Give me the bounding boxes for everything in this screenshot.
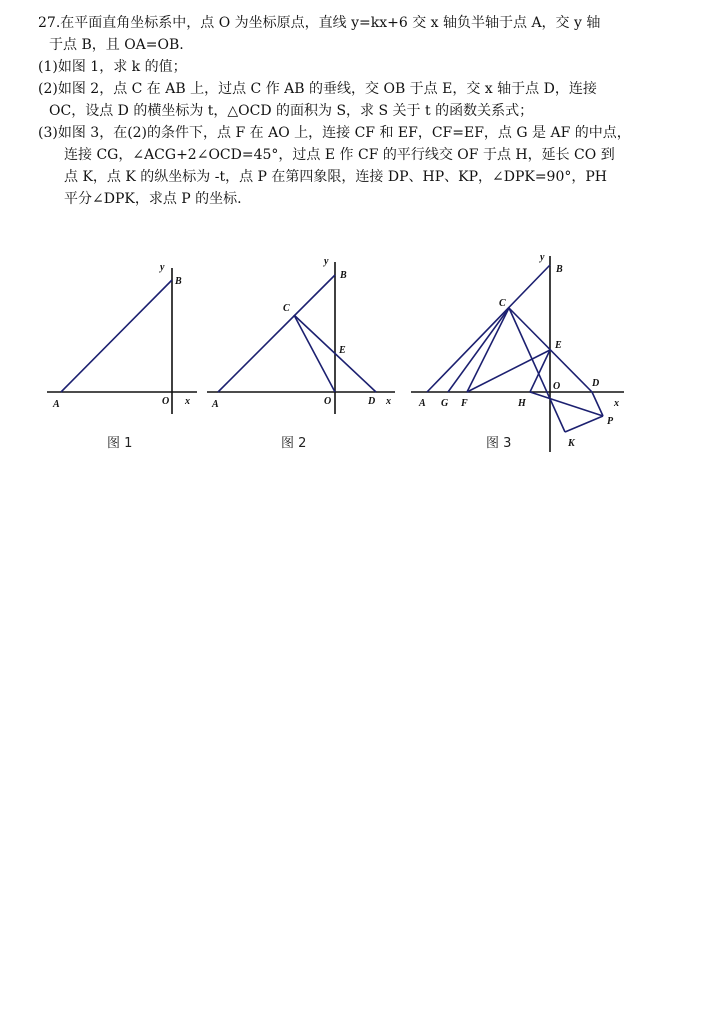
figure-1 [47,262,197,451]
problem-line-2: 于点 B，且 OA=OB. [49,37,184,53]
fig2-line-ab [218,275,335,392]
fig1-label-x: x [185,396,190,407]
fig3-label-c: C [499,298,506,309]
fig3-label-d: D [592,378,600,389]
fig1-line-ab [61,280,172,392]
problem-line-7: 连接 CG，∠ACG+2∠OCD=45°，过点 E 作 CF 的平行线交 OF 于点 H，延长 CO 到 [64,147,615,163]
fig3-label-y: y [540,252,545,263]
fig1-label-o: O [162,396,170,407]
fig2-label-y: y [324,256,329,267]
fig3-label-f: F [461,398,468,409]
fig3-label-k: K [568,438,575,449]
problem-line-4: (2)如图 2，点 C 在 AB 上，过点 C 作 AB 的垂线，交 OB 于点 E，交 x 轴于点 D，连接 [38,81,597,97]
problem-line-9: 平分∠DPK，求点 P 的坐标. [64,191,242,207]
fig3-line-cg [448,308,509,392]
fig3-caption: 图 3 [486,436,512,451]
fig2-label-c: C [283,303,290,314]
fig2-label-e: E [339,345,346,356]
fig3-line-cf [467,308,509,392]
problem-line-1: 27.在平面直角坐标系中，点 O 为坐标原点，直线 y=kx+6 交 x 轴负半轴于点 A，交 y 轴 [38,15,601,31]
fig3-label-a: A [419,398,426,409]
fig3-line-eh [530,350,550,392]
figures-area [0,250,720,460]
fig3-line-ck [509,308,565,432]
problem-line-8: 点 K，点 K 的纵坐标为 -t，点 P 在第四象限，连接 DP、HP、KP，∠DPK=90°，PH [64,169,608,185]
problem-text [38,12,688,210]
fig2-label-a: A [212,399,219,410]
fig3-label-h: H [518,398,526,409]
fig3-line-hp [530,392,603,416]
figure-2 [207,256,395,451]
fig3-label-p: P [607,416,614,427]
fig3-label-x: x [614,398,619,409]
fig1-label-b: B [175,276,182,287]
fig2-label-o: O [324,396,332,407]
fig1-label-a: A [53,399,60,410]
fig3-line-ab [427,265,550,392]
fig3-label-g: G [441,398,449,409]
problem-line-5: OC，设点 D 的横坐标为 t，△OCD 的面积为 S，求 S 关于 t 的函数关系式； [49,103,534,119]
fig3-label-o: O [553,381,561,392]
problem-line-3: (1)如图 1，求 k 的值； [38,59,187,75]
fig2-label-d: D [368,396,376,407]
figure-3 [411,252,624,452]
problem-line-6: (3)如图 3，在(2)的条件下，点 F 在 AO 上，连接 CF 和 EF，CF=EF，点 G 是 AF 的中点， [38,125,631,141]
fig2-line-oc [294,315,335,392]
fig2-caption: 图 2 [281,436,307,451]
fig1-label-y: y [160,262,165,273]
fig2-label-b: B [340,270,347,281]
fig3-line-kp [565,416,603,432]
fig1-caption: 图 1 [107,436,133,451]
fig3-label-e: E [555,340,562,351]
fig2-label-x: x [386,396,391,407]
fig3-label-b: B [556,264,563,275]
